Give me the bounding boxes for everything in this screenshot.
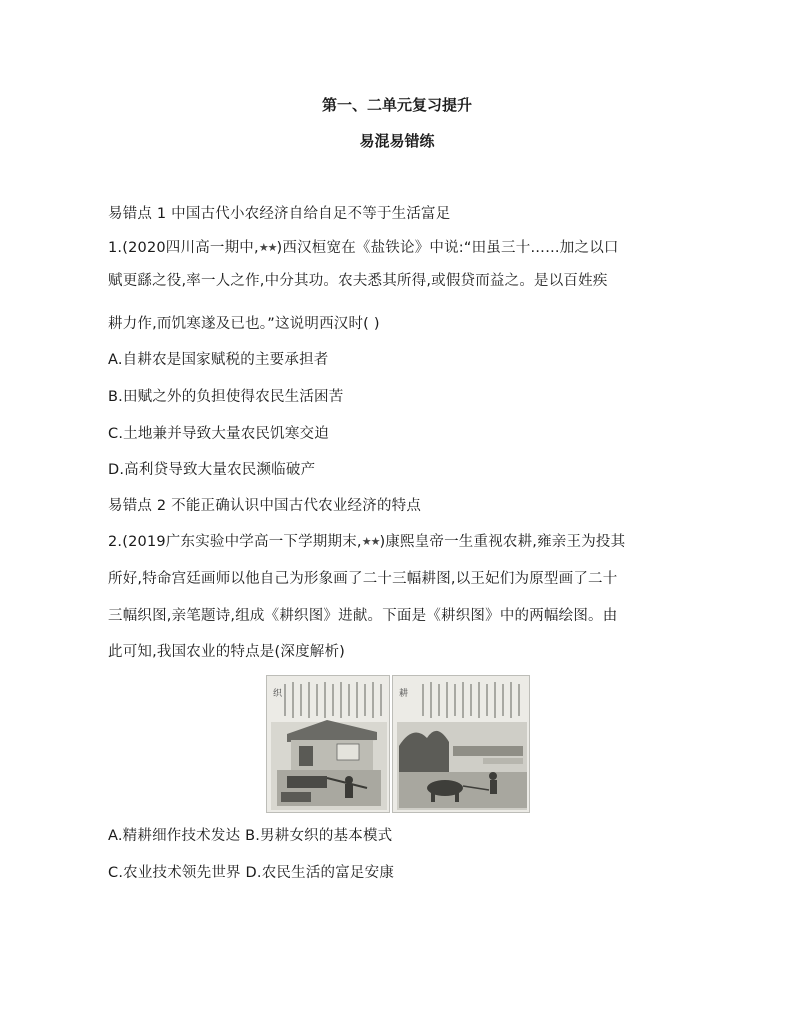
question-2-line-1 bbox=[108, 532, 625, 552]
question-1-option-d[interactable]: D.高利贷导致大量农民濒临破产 bbox=[108, 462, 316, 478]
question-1-line-1 bbox=[108, 238, 619, 258]
section-heading-1: 易错点 1 中国古代小农经济自给自足不等于生活富足 bbox=[108, 206, 451, 222]
question-1-source: 1.(2020四川高一期中, bbox=[108, 240, 259, 256]
question-1-option-b[interactable]: B.田赋之外的负担使得农民生活困苦 bbox=[108, 389, 344, 405]
question-1-line-3: 耕力作,而饥寒遂及已也。”这说明西汉时( ) bbox=[108, 316, 380, 332]
question-2-source: 2.(2019广东实验中学高一下学期期末, bbox=[108, 534, 362, 550]
painting-label-plowing: 耕 bbox=[399, 689, 409, 699]
question-1-option-a[interactable]: A.自耕农是国家赋税的主要承担者 bbox=[108, 352, 329, 368]
page-subtitle: 易混易错练 bbox=[359, 132, 435, 150]
plowing-painting bbox=[392, 675, 530, 813]
painting-label-weaving: 织 bbox=[273, 689, 283, 699]
section-heading-2: 易错点 2 不能正确认识中国古代农业经济的特点 bbox=[108, 498, 422, 514]
question-2-line-3: 三幅织图,亲笔题诗,组成《耕织图》进献。下面是《耕织图》中的两幅绘图。由 bbox=[108, 608, 618, 624]
difficulty-stars-icon: ★★ bbox=[361, 535, 380, 548]
weaving-painting bbox=[266, 675, 390, 813]
question-1-option-c[interactable]: C.土地兼并导致大量农民饥寒交迫 bbox=[108, 426, 329, 442]
page-title: 第一、二单元复习提升 bbox=[321, 96, 472, 114]
question-2-stem-start: )康熙皇帝一生重视农耕,雍亲王为投其 bbox=[379, 534, 626, 550]
question-2-line-4: 此可知,我国农业的特点是(深度解析) bbox=[108, 644, 346, 660]
question-1-stem-start: )西汉桓宽在《盐铁论》中说:“田虽三十……加之以口 bbox=[276, 240, 619, 256]
difficulty-stars-icon: ★★ bbox=[258, 241, 277, 254]
question-2-options-row-1[interactable]: A.精耕细作技术发达 B.男耕女织的基本模式 bbox=[108, 828, 393, 844]
question-2-options-row-2[interactable]: C.农业技术领先世界 D.农民生活的富足安康 bbox=[108, 865, 395, 881]
gengzhi-figure bbox=[266, 675, 530, 813]
question-1-line-2: 赋更繇之役,率一人之作,中分其功。农夫悉其所得,或假贷而益之。是以百姓疾 bbox=[108, 273, 608, 289]
question-2-line-2: 所好,特命宫廷画师以他自己为形象画了二十三幅耕图,以王妃们为原型画了二十 bbox=[108, 571, 618, 587]
